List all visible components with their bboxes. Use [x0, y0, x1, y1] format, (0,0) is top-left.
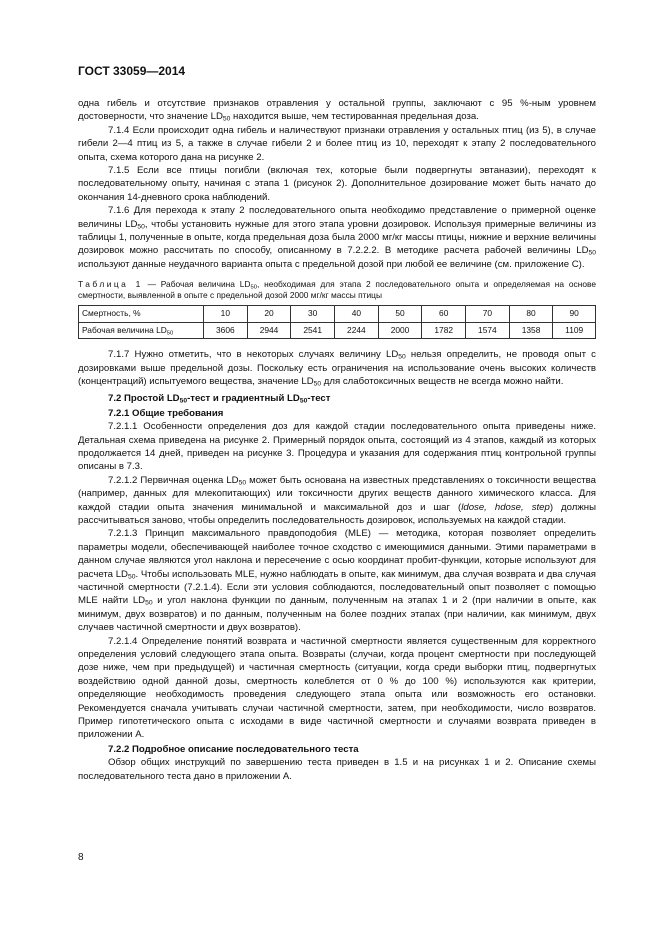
table-cell: 10	[204, 306, 248, 322]
table-cell: 3606	[204, 322, 248, 338]
heading-7-2-1: 7.2.1 Общие требования	[108, 407, 224, 419]
table-cell: 50	[378, 306, 422, 322]
heading-7-2: 7.2 Простой $LD_{50}$-тест и градиентный $LD_{50}$-тест	[108, 393, 331, 405]
table-cell: 2000	[378, 322, 422, 338]
table-cell: 60	[422, 306, 466, 322]
paragraph-7-2-2: Обзор общих инструкций по завершению теста приведен в 1.5 и на рисунках 1 и 2. Описание схемы последовательного теста дано в приложении А.	[78, 757, 596, 782]
table-row-label: Рабочая величина $LD_{50}$	[79, 322, 204, 338]
paragraph-7-1-5: 7.1.5 Если все птицы погибли (включая тех, которые были подвергнуты эвтаназии), переходят к последовательному опыту, начиная с этапа 1 (рисунок 2). Дополнительное дозирование может быть начато до окончания 14-дневного срока наблюдений.	[78, 165, 596, 203]
paragraph-7-2-1-1: 7.2.1.1 Особенности определения доз для каждой стадии последовательного опыта приведены ниже. Детальная схема приведена на рисунке 2. Примерный порядок опыта, состоящий из 4 этапов, каждый из которых продолжается 14 дней, приведен на рисунке 3. Процедура и указания для содержания птиц контрольной группы описаны в 7.3.	[78, 421, 596, 473]
table-cell: 40	[335, 306, 379, 322]
table-cell: 1358	[509, 322, 553, 338]
table-cell: 20	[247, 306, 291, 322]
paragraph-7-2-1-2: 7.2.1.2 Первичная оценка $LD_{50}$ может быть основана на известных представлениях о токсичности вещества (например, данных для млекопитающих) или токсичности других веществ данного химического класса. Для каждой стадии опыта значения минимальной и максимальной доз и шаг (ldose, hdose, step) должны рассчитываться заново, чтобы определить последовательность дозировок, используемых на каждой стадии.	[78, 474, 596, 526]
table-cell: 1782	[422, 322, 466, 338]
table-row	[79, 322, 596, 338]
table-caption: Таблица 1 — Рабочая величина $LD_{50}$, необходимая для этапа 2 последовательного опыта и определяемая на основе смертности, выявленной в опыте с предельной дозой 2000 мг/кг массы птицы	[78, 279, 596, 301]
paragraph-intro: одна гибель и отсутствие признаков отравления у остальной группы, заключают с 95 %-ным уровнем достоверности, что значение $LD_{50}$ находится выше, чем тестированная предельная доза.	[78, 98, 596, 124]
heading-7-2-2: 7.2.2 Подробное описание последовательного теста	[108, 743, 359, 755]
paragraph-7-1-7: 7.1.7 Нужно отметить, что в некоторых случаях величину $LD_{50}$ нельзя определить, не проводя опыт с дозировками выше предельной дозы. Поскольку есть ограничения на использование очень высоких количеств (концентраций) испытуемого вещества, значение $LD_{50}$ для слаботоксичных веществ не всегда можно найти.	[78, 349, 596, 388]
table-cell: 90	[553, 306, 596, 322]
table-cell: 30	[291, 306, 335, 322]
table-cell: 2944	[247, 322, 291, 338]
paragraph-7-2-1-4: 7.2.1.4 Определение понятий возврата и частичной смертности является существенным для корректного определения условий следующего этапа опыта. Возвраты (случаи, когда процент смертности при последующей дозе ниже, чем при предыдущей) и частичная смертность (ситуации, когда среди выборки птиц, подвергнутых воздействию одной данной дозы, смертность колеблется от 0 % до 100 %) используются как критерии, определяющие необходимость проведения следующего этапа опыта или возможность его остановки. Рекомендуется сначала учитывать случаи частичной смертности, затем, при необходимости, число возвратов. Пример гипотетического опыта с исходами в виде частичной смертности и случаями возврата приведен в приложении А.	[78, 635, 596, 741]
table-row-label: Смертность, %	[79, 306, 204, 322]
table-row	[79, 306, 596, 322]
body-text	[78, 97, 596, 783]
ld50-table	[78, 305, 596, 339]
table-cell: 70	[466, 306, 510, 322]
paragraph-7-1-6: 7.1.6 Для перехода к этапу 2 последовательного опыта необходимо представление о примерной оценке величины $LD_{50}$, чтобы установить нужные для этого этапа уровни дозировок. Используя примерные величины из таблицы 1, полученные в опыте, когда предельная доза была 2000 мг/кг массы птицы, нижние и верхние величины дозировок можно рассчитать по способу, описанному в 7.2.2.2. В методике расчета рабочей величины $LD_{50}$ используют данные неудачного варианта опыта с предельной дозой при любой ее величине (см. приложение С).	[78, 205, 596, 270]
table-cell: 2244	[335, 322, 379, 338]
standard-header: ГОСТ 33059—2014	[78, 64, 186, 78]
page-number: 8	[78, 852, 84, 863]
paragraph-7-2-1-3: 7.2.1.3 Принцип максимального правдоподобия (MLE) — методика, которая позволяет определить параметры модели, обеспечивающей наиболее точное сходство с имеющимися данными. Этими параметрами в данном случае являются угол наклона и пересечение с осью координат пробит-функции, которые используют для расчета $LD_{50}$. Чтобы использовать MLE, нужно наблюдать в опыте, как минимум, два случая возврата и два случая частичной смертности (7.2.1.4). Если эти условия соблюдаются, последовательный опыт позволяет с помощью MLE найти $LD_{50}$ и угол наклона функции по данным, полученным на этапах 1 и 2 (при наличии в опыте, как минимум, двух возвратов) и по данным, полученным на более поздних этапах (при наличии, как минимум, двух случаев частичной смертности и двух возвратов).	[78, 528, 596, 634]
table-cell: 80	[509, 306, 553, 322]
table-cell: 1574	[466, 322, 510, 338]
table-cell: 2541	[291, 322, 335, 338]
paragraph-7-1-4: 7.1.4 Если происходит одна гибель и наличествуют признаки отравления у остальных птиц (из 5), в случае гибели 2—4 птиц из 5, а также в случае гибели 2 и более птиц из 10, переходят к этапу 2 последовательного опыта, схема которого дана на рисунке 2.	[78, 124, 596, 163]
table-cell: 1109	[553, 322, 596, 338]
